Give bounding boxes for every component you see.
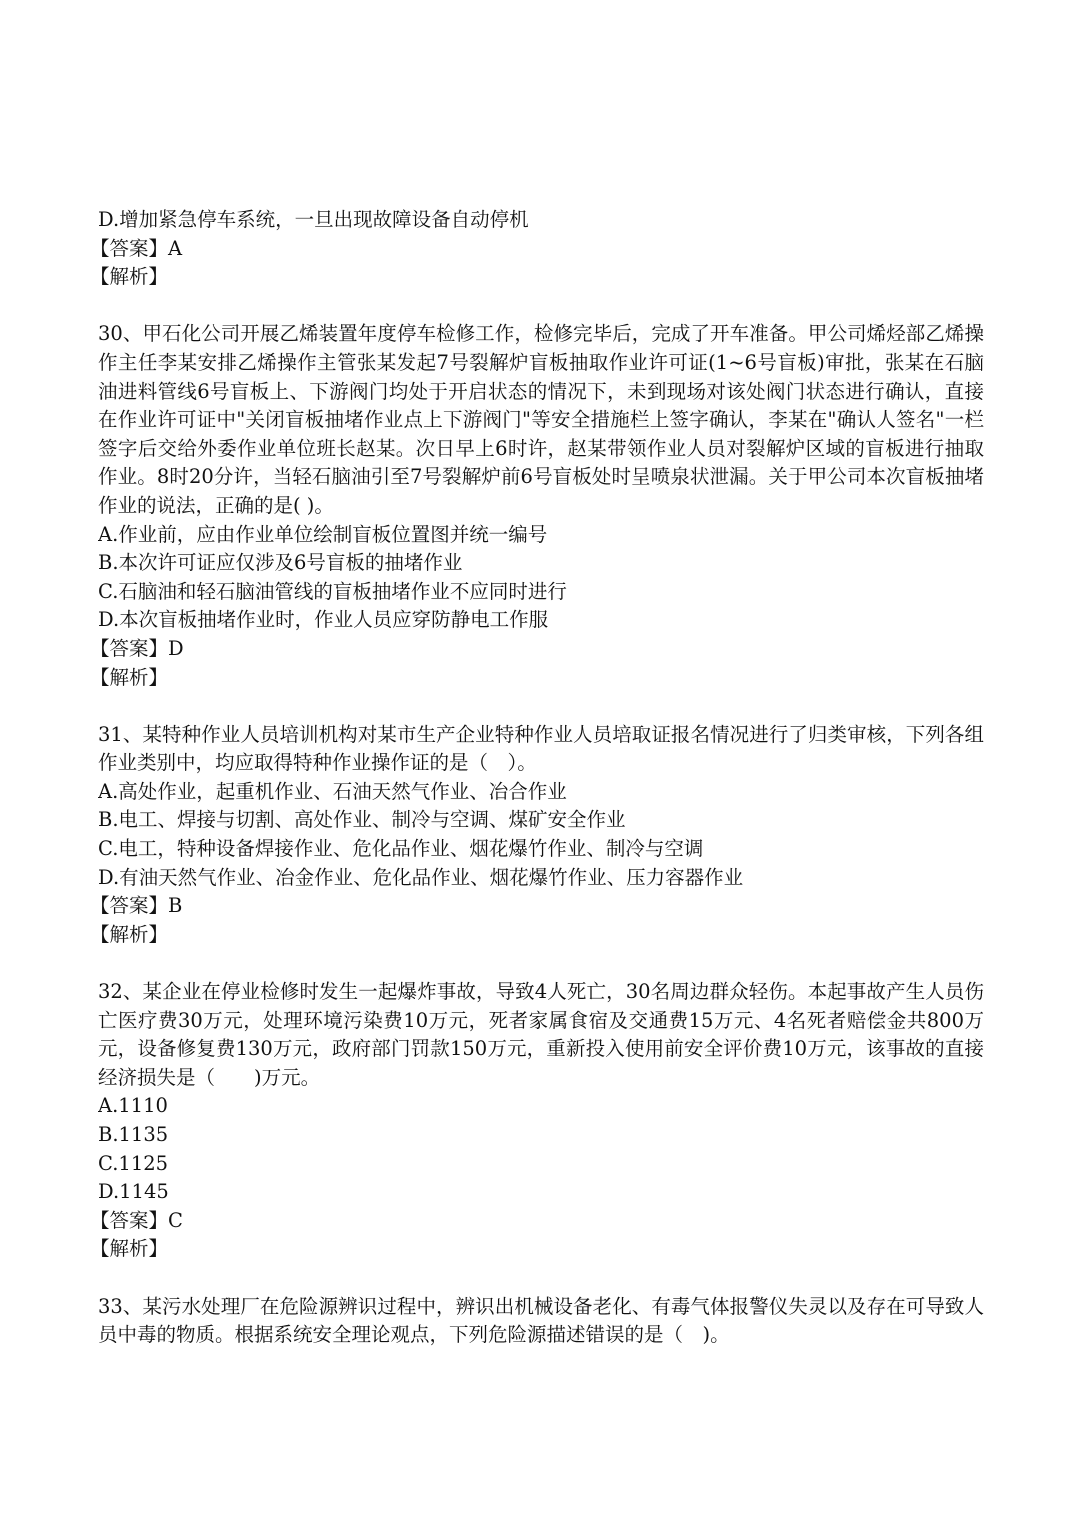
q31-analysis: 【解析】: [90, 922, 169, 946]
q33-stem: 33、某污水处理厂在危险源辨识过程中，辨识出机械设备老化、有毒气体报警仪失灵以及存在可导致人员中毒的物质。根据系统安全理论观点，下列危险源描述错误的是（ )。: [98, 1294, 984, 1347]
q31-option-b: B.电工、焊接与切割、高处作业、制冷与空调、煤矿安全作业: [98, 808, 626, 832]
q31-option-d: D.有油天然气作业、冶金作业、危化品作业、烟花爆竹作业、压力容器作业: [98, 865, 744, 889]
q32-option-d: D.1145: [98, 1180, 169, 1204]
q30-option-c: C.石脑油和轻石脑油管线的盲板抽堵作业不应同时进行: [98, 579, 567, 603]
q31-option-a: A.高处作业，起重机作业、石油天然气作业、冶合作业: [98, 779, 567, 803]
q30-answer: 【答案】D: [90, 636, 184, 660]
q29-analysis: 【解析】: [90, 265, 169, 289]
q32-option-c: C.1125: [98, 1151, 169, 1175]
q32-analysis: 【解析】: [90, 1237, 169, 1261]
q32-option-a: A.1110: [98, 1094, 168, 1118]
q30-stem: 30、甲石化公司开展乙烯装置年度停车检修工作，检修完毕后，完成了开车准备。甲公司烯烃部乙烯操作主任李某安排乙烯操作主管张某发起7号裂解炉盲板抽取作业许可证(1~6号盲板)审批，张某在石脑油进料管线6号盲板上、下游阀门均处于开启状态的情况下，未到现场对该处阀门状态进行确认，直接在作业许可证中"关闭盲板抽堵作业点上下游阀门"等安全措施栏上签字确认，李某在"确认人签名"一栏签字后交给外委作业单位班长赵某。次日早上6时许，赵某带领作业人员对裂解炉区域的盲板进行抽取作业。8时20分许，当轻石脑油引至7号裂解炉前6号盲板处时呈喷泉状泄漏。关于甲公司本次盲板抽堵作业的说法，正确的是( )。: [98, 322, 984, 517]
q29-option-d: D.增加紧急停车系统，一旦出现故障设备自动停机: [98, 208, 529, 231]
q32-answer: 【答案】C: [90, 1208, 183, 1232]
q30-option-a: A.作业前，应由作业单位绘制盲板位置图并统一编号: [98, 522, 548, 546]
q31-answer: 【答案】B: [90, 894, 183, 918]
q30-option-d: D.本次盲板抽堵作业时，作业人员应穿防静电工作服: [98, 608, 549, 632]
q31-stem: 31、某特种作业人员培训机构对某市生产企业特种作业人员培取证报名情况进行了归类审核，下列各组作业类别中，均应取得特种作业操作证的是（ ）。: [98, 722, 984, 775]
q30-analysis: 【解析】: [90, 665, 169, 689]
q30-option-b: B.本次许可证应仅涉及6号盲板的抽堵作业: [98, 551, 463, 575]
spacer: [98, 1264, 984, 1293]
q31-option-c: C.电工，特种设备焊接作业、危化品作业、烟花爆竹作业、制冷与空调: [98, 837, 704, 861]
spacer: [98, 292, 984, 321]
q32-option-b: B.1135: [98, 1123, 169, 1146]
spacer: [98, 949, 984, 978]
document-page: [90, 206, 984, 1350]
q29-answer: 【答案】A: [90, 236, 183, 260]
spacer: [98, 692, 984, 721]
q32-stem: 32、某企业在停业检修时发生一起爆炸事故，导致4人死亡，30名周边群众轻伤。本起事故产生人员伤亡医疗费30万元，处理环境污染费10万元，死者家属食宿及交通费15万元、4名死者赔偿金共800万元，设备修复费130万元，政府部门罚款150万元，重新投入使用前安全评价费10万元，该事故的直接经济损失是（ )万元。: [98, 980, 984, 1089]
